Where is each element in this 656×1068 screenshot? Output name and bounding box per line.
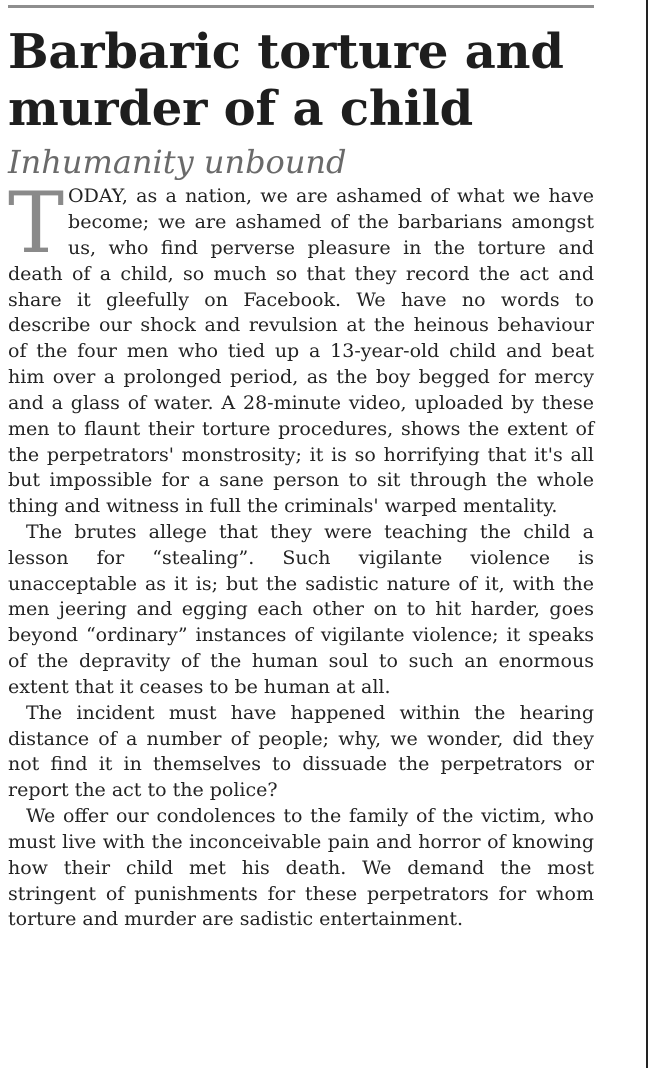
article-paragraph-1 [8,174,594,520]
article-paragraph-3: The incident must have happened within the hearing distance of a number of people; why, we wonder, did they not find it in themselves to dissuade the perpetrators or report the act to the police? [8,701,594,802]
column-border [646,0,648,1068]
drop-cap: T [8,174,65,273]
top-rule [8,5,594,8]
article-paragraph-2: The brutes allege that they were teaching the child a lesson for “stealing”. Such vigilante violence is unacceptable as it is; but the sadistic nature of it, with the men jeering and egging each other on to hit harder, goes beyond “ordinary” instances of vigilante violence; it speaks of the depravity of the human soul to such an enormous extent that it ceases to be human at all. [8,520,594,698]
article-body [8,174,594,933]
subheadline: Inhumanity unbound [8,143,347,182]
paragraph-1-text: ODAY, as a nation, we are ashamed of what we have become; we are ashamed of the barbarians amongst us, who find perverse pleasure in the torture and death of a child, so much so that they record the act and share it gleefully on Facebook. We have no words to describe our shock and revulsion at the heinous behaviour of the four men who tied up a 13-year-old child and beat him over a prolonged period, as the boy begged for mercy and a glass of water. A 28-minute video, uploaded by these men to flaunt their torture procedures, shows the extent of the perpetrators' monstrosity; it is so horrifying that it's all but impossible for a sane person to sit through the whole thing and witness in full the criminals' warped mentality. [8,185,594,518]
editorial-article [8,24,594,933]
headline: Barbaric torture and murder of a child [8,24,564,138]
article-paragraph-4: We offer our condolences to the family of the victim, who must live with the inconceivable pain and horror of knowing how their child met his death. We demand the most stringent of punishments for these perpetrators for whom torture and murder are sadistic entertainment. [8,805,594,931]
